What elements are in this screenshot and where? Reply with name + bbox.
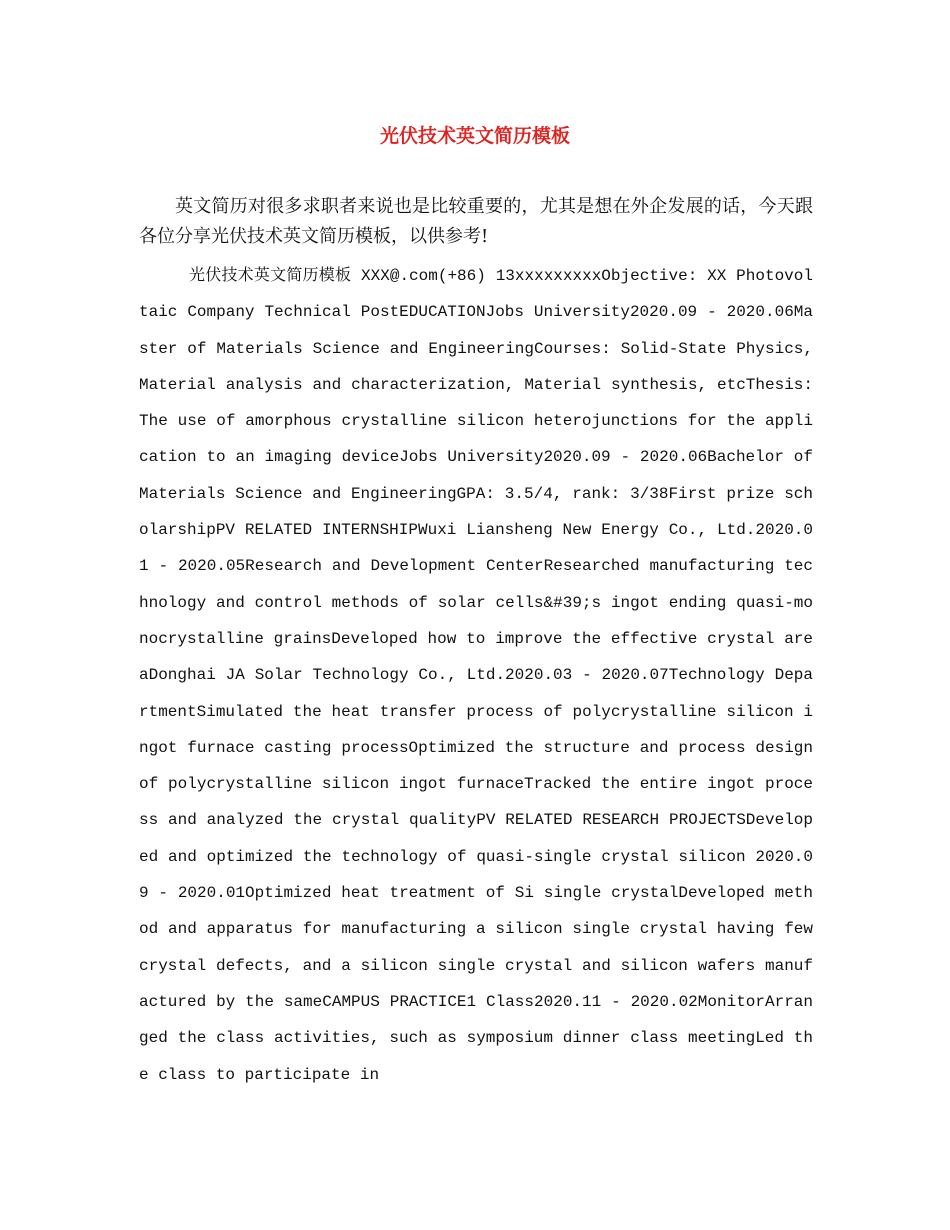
resume-body-paragraph: 光伏技术英文简历模板 XXX@.com(+86) 13xxxxxxxxxObjective: XX Photovoltaic Company Technical PostEDUCATIONJobs University2020.09 - 2020.06Master of Materials Science and EngineeringCourses: Solid-State Physics, Material analysis and characterization, Material synthesis, etcThesis: The use of amorphous crystalline silicon heterojunctions for the application to an imaging deviceJobs University2020.09 - 2020.06Bachelor of Materials Science and EngineeringGPA: 3.5/4, rank: 3/38First prize scholarshipPV RELATED INTERNSHIPWuxi Liansheng New Energy Co., Ltd.2020.01 - 2020.05Research and Development CenterResearched manufacturing technology and control methods of solar cells&#39;s ingot ending quasi-monocrystalline grainsDeveloped how to improve the effective crystal areaDonghai JA Solar Technology Co., Ltd.2020.03 - 2020.07Technology DepartmentSimulated the heat transfer process of polycrystalline silicon ingot furnace casting processOptimized the structure and process design of polycrystalline silicon ingot furnaceTracked the entire ingot process and analyzed the crystal qualityPV RELATED RESEARCH PROJECTSDeveloped and optimized the technology of quasi-single crystal silicon 2020.09 - 2020.01Optimized heat treatment of Si single crystalDeveloped method and apparatus for manufacturing a silicon single crystal having few crystal defects, and a silicon single crystal and silicon wafers manufactured by the sameCAMPUS PRACTICE1 Class2020.11 - 2020.02MonitorArranged the class activities, such as symposium dinner class meetingLed the class to participate in bbox=[139, 267, 813, 1084]
intro-paragraph: 英文简历对很多求职者来说也是比较重要的，尤其是想在外企发展的话，今天跟各位分享光伏技术英文简历模板，以供参考! bbox=[139, 196, 813, 247]
document-title: 光伏技术英文简历模板 bbox=[379, 125, 570, 147]
